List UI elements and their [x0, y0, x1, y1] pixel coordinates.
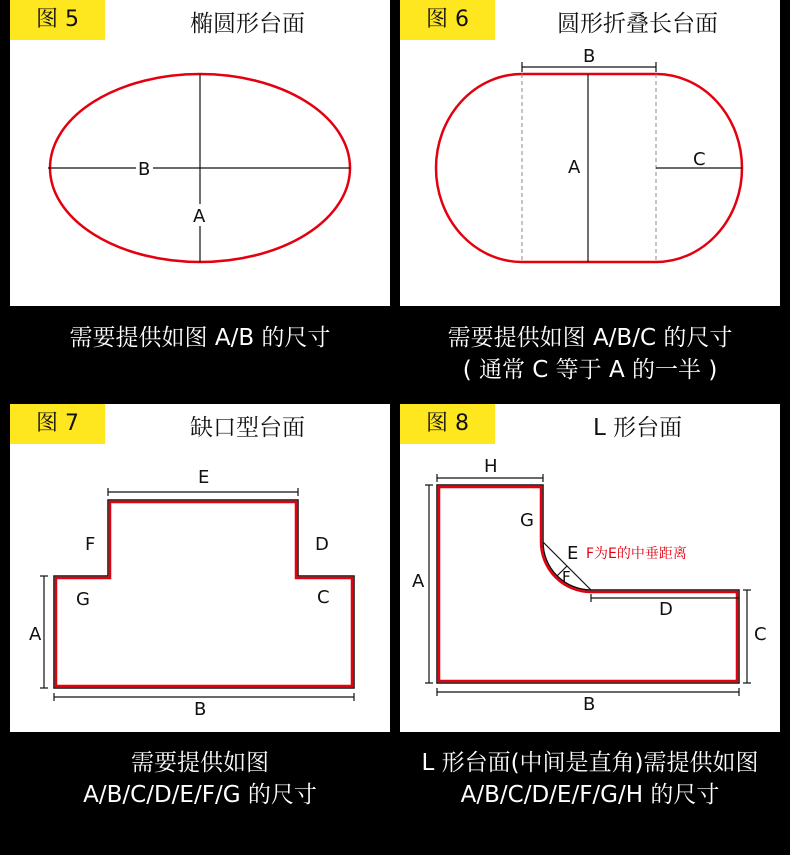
label-f: F — [562, 568, 571, 586]
l-shape-outline — [439, 487, 737, 681]
figure-5-title: 椭圆形台面 — [190, 11, 305, 37]
figure-7-caption — [0, 747, 400, 811]
figure-6-tag: 图 6 — [400, 0, 495, 40]
label-d: D — [315, 534, 329, 555]
label-f: F — [85, 534, 96, 555]
label-b: B — [138, 159, 151, 180]
ellipse-diagram — [10, 0, 390, 306]
label-a: A — [29, 624, 42, 645]
figure-8-caption — [390, 747, 790, 811]
l-shape-table-diagram — [400, 404, 780, 732]
label-a: A — [412, 571, 425, 592]
figure-5-caption — [0, 322, 400, 354]
label-a: A — [193, 206, 206, 227]
figure-8-tag: 图 8 — [400, 404, 495, 444]
figure-5-caption-text: 需要提供如图 A/B 的尺寸 — [69, 325, 331, 351]
label-e: E — [198, 467, 210, 488]
label-b: B — [583, 694, 596, 715]
figure-8-caption-line2: A/B/C/D/E/F/G/H 的尺寸 — [460, 782, 720, 808]
label-c: C — [693, 149, 706, 170]
figure-6-panel — [400, 0, 780, 306]
figure-5-panel — [10, 0, 390, 306]
figure-7-caption-line2: A/B/C/D/E/F/G 的尺寸 — [83, 782, 317, 808]
label-a: A — [568, 157, 581, 178]
figure-8-title: L 形台面 — [592, 415, 683, 441]
figure-5-tag: 图 5 — [10, 0, 105, 40]
figure-8-caption-line1: L 形台面(中间是直角)需提供如图 — [421, 750, 759, 776]
label-b: B — [583, 46, 596, 67]
notch-table-diagram — [10, 404, 390, 732]
figure-7-title: 缺口型台面 — [190, 415, 305, 441]
label-b: B — [194, 699, 207, 720]
figure-8-panel — [400, 404, 780, 732]
label-h: H — [484, 456, 498, 477]
figure-7-tag: 图 7 — [10, 404, 105, 444]
figure-6-caption-line1: 需要提供如图 A/B/C 的尺寸 — [447, 325, 733, 351]
figure-7-panel — [10, 404, 390, 732]
label-d: D — [659, 599, 673, 620]
figure-6-caption — [390, 322, 790, 386]
label-g: G — [520, 510, 534, 531]
label-c: C — [317, 587, 330, 608]
figure-6-title: 圆形折叠长台面 — [557, 11, 718, 37]
rounded-table-diagram — [400, 0, 780, 306]
label-c: C — [754, 624, 767, 645]
figure-7-caption-line1: 需要提供如图 — [131, 750, 269, 776]
note-f-perpendicular: F为E的中垂距离 — [586, 546, 687, 562]
notch-table-outline — [56, 502, 352, 686]
label-e: E — [567, 543, 579, 564]
figure-6-caption-line2: ( 通常 C 等于 A 的一半 ) — [462, 357, 718, 383]
label-g: G — [76, 589, 90, 610]
